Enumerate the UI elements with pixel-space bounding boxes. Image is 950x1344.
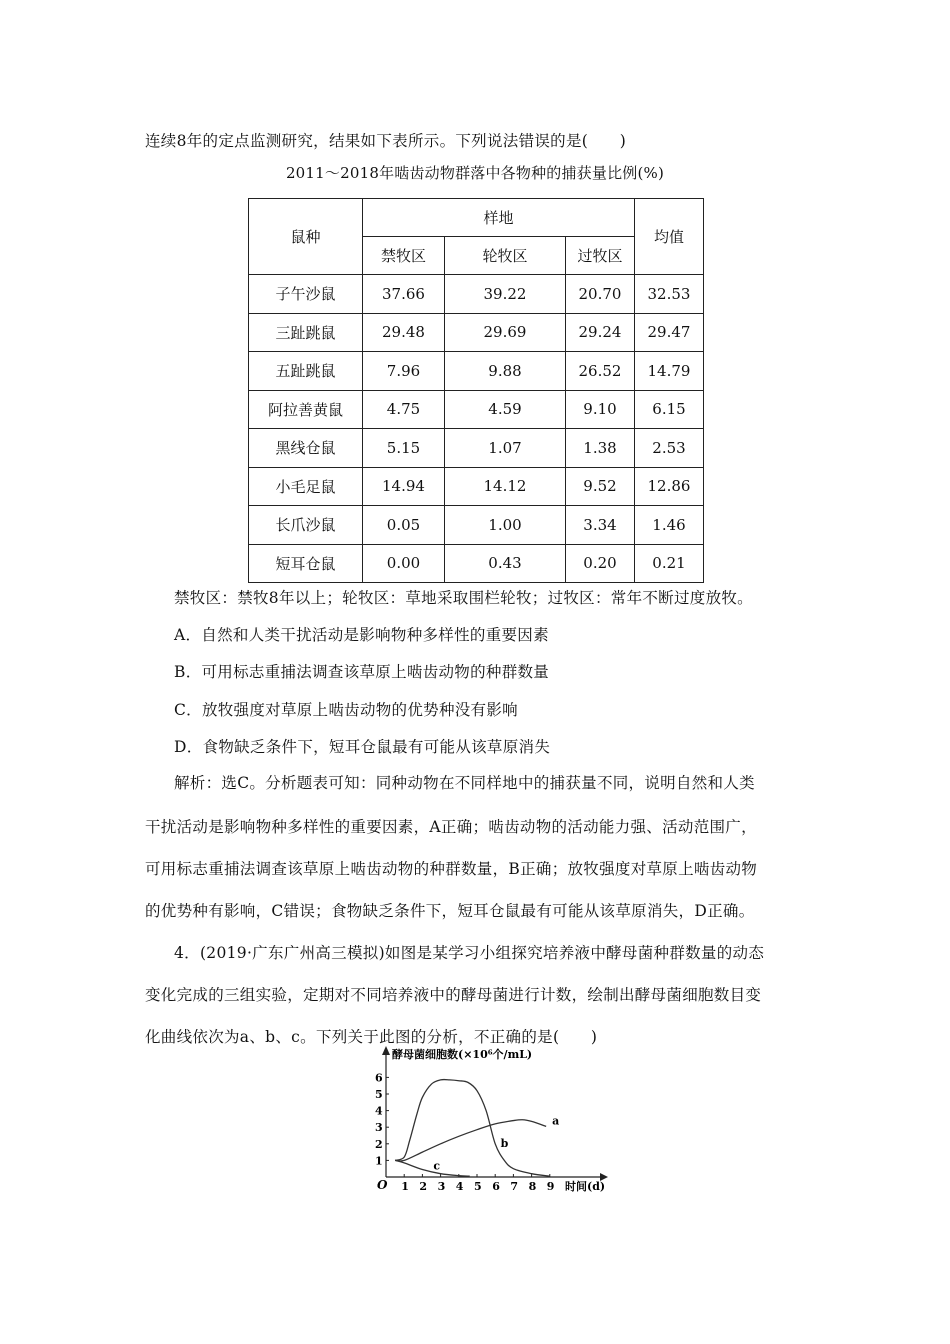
table-row: [249, 352, 704, 391]
value-cell: 14.94: [363, 467, 445, 506]
x-tick-label: 8: [528, 1180, 537, 1193]
question4-line-1: 4．(2019·广东广州高三模拟)如图是某学习小组探究培养液中酵母菌种群数量的动态: [174, 944, 765, 962]
value-cell: 6.15: [635, 390, 704, 429]
origin-label: O: [377, 1178, 388, 1192]
value-cell: 1.46: [635, 506, 704, 545]
value-cell: 5.15: [363, 429, 445, 468]
value-cell: 26.52: [566, 352, 635, 391]
value-cell: 29.69: [445, 313, 566, 352]
analysis-line-4: 的优势种有影响，C错误；食物缺乏条件下，短耳仓鼠最有可能从该草原消失，D正确。: [145, 902, 755, 920]
y-tick-label: 1: [375, 1154, 383, 1168]
table-caption: 2011～2018年啮齿动物群落中各物种的捕获量比例(%): [285, 164, 665, 182]
header-over-grazing: 过牧区: [566, 237, 635, 275]
species-name-cell: 五趾跳鼠: [249, 352, 363, 391]
table-header-row: [249, 199, 704, 237]
value-cell: 14.12: [445, 467, 566, 506]
value-cell: 37.66: [363, 275, 445, 314]
value-cell: 0.43: [445, 544, 566, 583]
value-cell: 29.47: [635, 313, 704, 352]
value-cell: 29.24: [566, 313, 635, 352]
x-tick-label: 9: [546, 1180, 555, 1193]
value-cell: 12.86: [635, 467, 704, 506]
option-c: C．放牧强度对草原上啮齿动物的优势种没有影响: [174, 701, 518, 719]
value-cell: 1.00: [445, 506, 566, 545]
option-b: B．可用标志重捕法调查该草原上啮齿动物的种群数量: [174, 663, 550, 681]
species-name-cell: 长爪沙鼠: [249, 506, 363, 545]
question4-line-3: 化曲线依次为a、b、c。下列关于此图的分析，不正确的是( ): [145, 1028, 598, 1046]
y-tick-label: 4: [375, 1104, 383, 1118]
table-row: [249, 467, 704, 506]
value-cell: 2.53: [635, 429, 704, 468]
header-site: 样地: [363, 199, 635, 237]
value-cell: 9.88: [445, 352, 566, 391]
series-a-line: [395, 1120, 546, 1161]
header-no-grazing: 禁牧区: [363, 237, 445, 275]
species-name-cell: 三趾跳鼠: [249, 313, 363, 352]
capture-table: [248, 198, 704, 583]
value-cell: 20.70: [566, 275, 635, 314]
species-name-cell: 黑线仓鼠: [249, 429, 363, 468]
species-name-cell: 短耳仓鼠: [249, 544, 363, 583]
header-species: 鼠种: [249, 199, 363, 275]
species-name-cell: 小毛足鼠: [249, 467, 363, 506]
value-cell: 1.38: [566, 429, 635, 468]
intro-text: 连续8年的定点监测研究，结果如下表所示。下列说法错误的是( ): [145, 132, 627, 150]
value-cell: 9.10: [566, 390, 635, 429]
y-axis-arrow-icon: [382, 1046, 390, 1055]
x-axis-label: 时间(d): [565, 1180, 606, 1193]
value-cell: 9.52: [566, 467, 635, 506]
series-b-label: b: [500, 1137, 509, 1151]
option-a: A．自然和人类干扰活动是影响物种多样性的重要因素: [174, 626, 549, 644]
value-cell: 1.07: [445, 429, 566, 468]
value-cell: 7.96: [363, 352, 445, 391]
value-cell: 39.22: [445, 275, 566, 314]
value-cell: 0.00: [363, 544, 445, 583]
analysis-line-1: 解析：选C。分析题表可知：同种动物在不同样地中的捕获量不同，说明自然和人类: [174, 774, 755, 792]
table-row: [249, 544, 704, 583]
header-mean: 均值: [635, 199, 704, 275]
series-b-line: [395, 1080, 550, 1177]
value-cell: 14.79: [635, 352, 704, 391]
x-tick-label: 4: [455, 1180, 464, 1193]
x-tick-label: 6: [492, 1180, 500, 1193]
y-axis-label: 酵母菌细胞数(×10⁶个/mL): [392, 1048, 533, 1061]
series-a-label: a: [552, 1114, 560, 1128]
table-row: [249, 429, 704, 468]
value-cell: 29.48: [363, 313, 445, 352]
question4-line-2: 变化完成的三组实验，定期对不同培养液中的酵母菌进行计数，绘制出酵母菌细胞数目变: [145, 986, 762, 1004]
table-row: [249, 275, 704, 314]
y-tick-label: 5: [375, 1088, 383, 1101]
series-c-label: c: [433, 1159, 441, 1173]
header-rotational-grazing: 轮牧区: [445, 237, 566, 275]
table-note: 禁牧区：禁牧8年以上；轮牧区：草地采取围栏轮牧；过牧区：常年不断过度放牧。: [174, 589, 753, 607]
x-tick-label: 1: [401, 1180, 409, 1193]
y-tick-label: 2: [375, 1137, 383, 1151]
value-cell: 4.75: [363, 390, 445, 429]
species-name-cell: 子午沙鼠: [249, 275, 363, 314]
y-tick-label: 6: [375, 1071, 383, 1085]
table-row: [249, 313, 704, 352]
species-name-cell: 阿拉善黄鼠: [249, 390, 363, 429]
analysis-line-2: 干扰活动是影响物种多样性的重要因素，A正确；啮齿动物的活动能力强、活动范围广，: [145, 818, 757, 836]
table-row: [249, 506, 704, 545]
yeast-growth-chart: [368, 1043, 618, 1193]
value-cell: 0.20: [566, 544, 635, 583]
table-row: [249, 390, 704, 429]
x-tick-label: 2: [419, 1180, 428, 1193]
x-tick-label: 7: [510, 1180, 519, 1193]
x-tick-label: 3: [437, 1180, 446, 1193]
value-cell: 32.53: [635, 275, 704, 314]
value-cell: 4.59: [445, 390, 566, 429]
analysis-line-3: 可用标志重捕法调查该草原上啮齿动物的种群数量，B正确；放牧强度对草原上啮齿动物: [145, 860, 758, 878]
value-cell: 0.05: [363, 506, 445, 545]
value-cell: 3.34: [566, 506, 635, 545]
y-tick-label: 3: [375, 1121, 383, 1135]
value-cell: 0.21: [635, 544, 704, 583]
option-d: D．食物缺乏条件下，短耳仓鼠最有可能从该草原消失: [174, 738, 551, 756]
x-tick-label: 5: [474, 1180, 482, 1193]
